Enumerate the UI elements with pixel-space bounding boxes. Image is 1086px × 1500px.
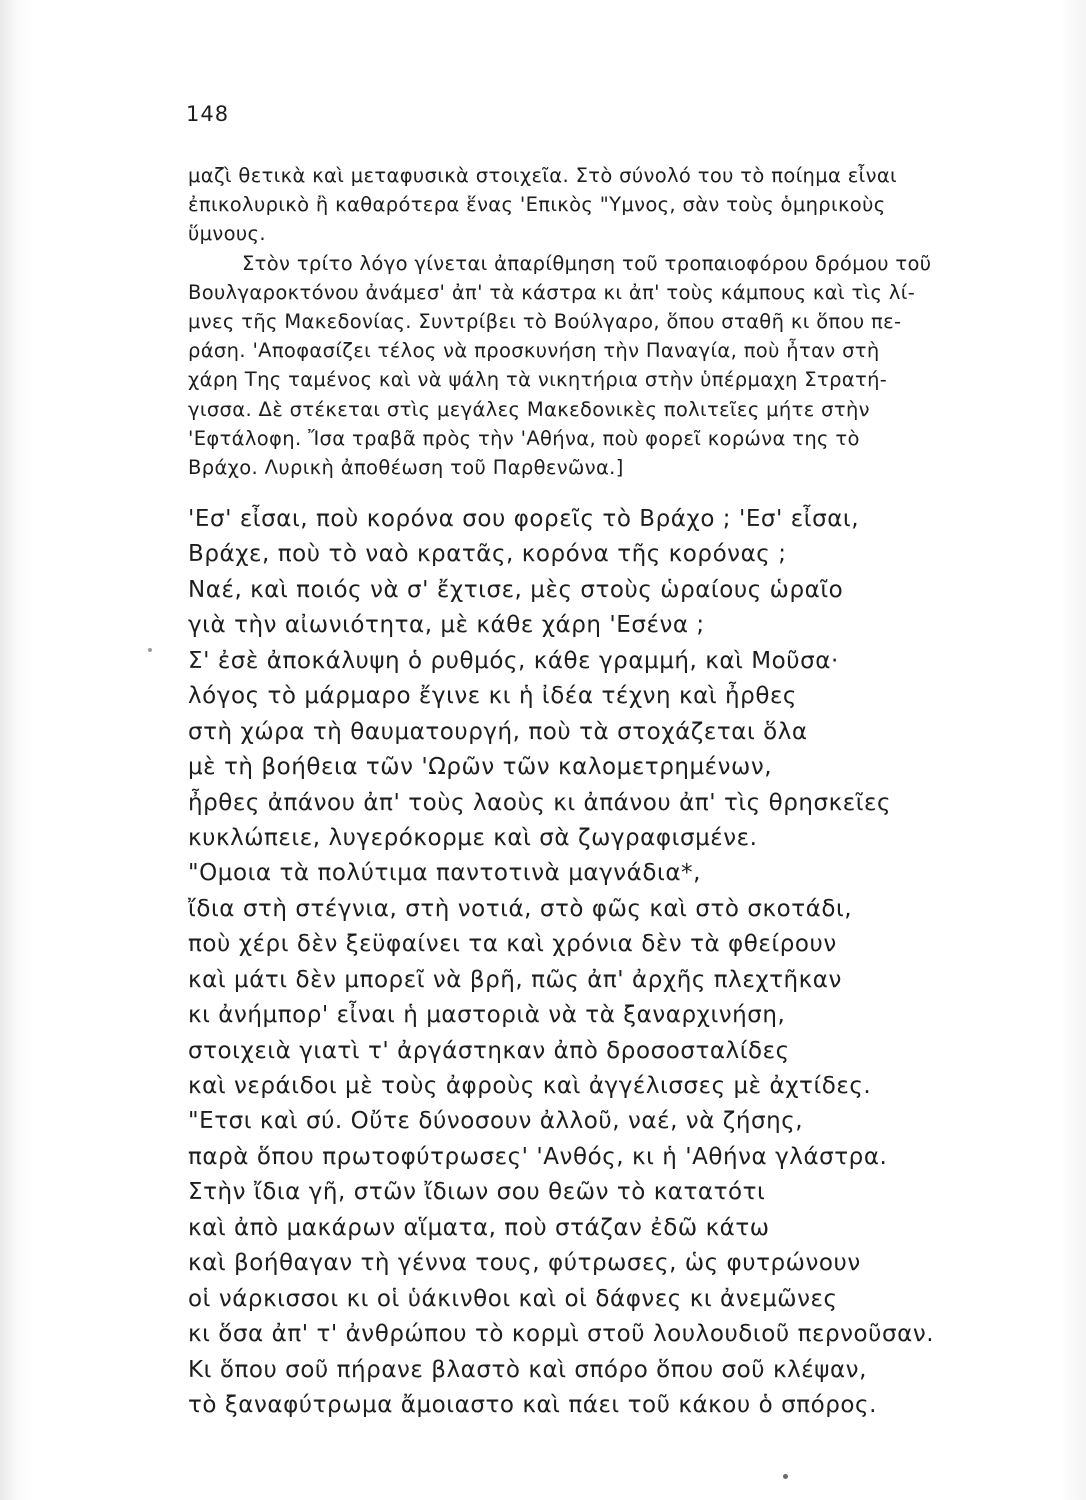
poem-line: ποὺ χέρι δὲν ξεϋφαίνει τα καὶ χρόνια δὲν τὰ φθείρουν <box>188 931 837 958</box>
poem-line: Στὴν ἴδια γῆ, στῶν ἴδιων σου θεῶν τὸ κατατότι <box>188 1179 766 1206</box>
prose-line: ἐπικολυρικὸ ἢ καθαρότερα ἕνας 'Επικὸς "Υμνος, σὰν τοὺς ὁμηρικοὺς <box>188 193 886 217</box>
prose-line: μνες τῆς Μακεδονίας. Συντρίβει τὸ Βούλγαρο, ὅπου σταθῆ κι ὅπου πε- <box>188 309 902 333</box>
poem-line: παρὰ ὅπου πρωτοφύτρωσες' 'Ανθός, κι ἡ 'Αθήνα γλάστρα. <box>188 1143 888 1170</box>
prose-line: χάρη Της ταμένος καὶ νὰ ψάλη τὰ νικητήρια στὴν ὑπέρμαχη Στρατή- <box>188 368 888 392</box>
prose-line: ὕμνους. <box>188 222 266 246</box>
poem-line: λόγος τὸ μάρμαρο ἔγινε κι ἡ ἰδέα τέχνη καὶ ἦρθες <box>188 683 797 710</box>
poem-line: καὶ νεράιδοι μὲ τοὺς ἀφροὺς καὶ ἀγγέλισσες μὲ ἀχτίδες. <box>188 1073 872 1099</box>
poem-line: "Ομοια τὰ πολύτιμα παντοτινὰ μαγνάδια*, <box>188 860 701 887</box>
prose-line: μαζὶ θετικὰ καὶ μεταφυσικὰ στοιχεῖα. Στὸ σύνολό του τὸ ποίημα εἶναι <box>188 164 897 187</box>
poem-line: στοιχειὰ γιατὶ τ' ἀργάστηκαν ἀπὸ δροσοσταλίδες <box>188 1037 790 1064</box>
poem-line: κυκλώπειε, λυγερόκορμε καὶ σὰ ζωγραφισμένε. <box>188 824 758 851</box>
poem-line: Ναέ, καὶ ποιός νὰ σ' ἔχτισε, μὲς στοὺς ὡραίους ὡραῖο <box>188 576 844 603</box>
ink-speck <box>148 648 152 652</box>
page-number: 148 <box>186 102 230 126</box>
poem-line: γιὰ τὴν αἰωνιότητα, μὲ κάθε χάρη 'Εσένα ; <box>188 612 705 639</box>
prose-line: 'Εφτάλοφη. Ἴσα τραβᾶ πρὸς τὴν 'Αθήνα, ποὺ φορεῖ κορώνα της τὸ <box>188 426 860 450</box>
prose-line: Βράχο. Λυρικὴ ἀποθέωση τοῦ Παρθενῶνα.] <box>188 455 624 479</box>
prose-line: Βουλγαροκτόνου ἀνάμεσ' ἀπ' τὰ κάστρα κι ἀπ' τοὺς κάμπους καὶ τὶς λί- <box>188 280 916 304</box>
poem-line: κι ἀνήμπορ' εἶναι ἡ μαστοριὰ νὰ τὰ ξαναρχινήση, <box>188 1002 786 1029</box>
poem-line: 'Εσ' εἶσαι, ποὺ κορόνα σου φορεῖς τὸ Βράχο ; 'Εσ' εἶσαι, <box>188 506 860 532</box>
poem-line: ἴδια στὴ στέγνια, στὴ νοτιά, στὸ φῶς καὶ στὸ σκοτάδι, <box>188 895 853 922</box>
prose-line: γισσα. Δὲ στέκεται στὶς μεγάλες Μακεδονικὲς πολιτεῖες μήτε στὴν <box>188 397 870 421</box>
poem-text <box>188 502 1018 1423</box>
poem-line: κι ὅσα ἀπ' τ' ἀνθρώπου τὸ κορμὶ στοῦ λουλουδιοῦ περνοῦσαν. <box>188 1321 935 1348</box>
commentary-paragraph <box>188 161 1006 482</box>
poem-line: οἱ νάρκισσοι κι οἱ ὑάκινθοι καὶ οἱ δάφνες κι ἀνεμῶνες <box>188 1285 838 1312</box>
poem-line: Σ' ἐσὲ ἀποκάλυψη ὁ ρυθμός, κάθε γραμμή, καὶ Μοῦσα· <box>188 647 839 674</box>
poem-line: τὸ ξαναφύτρωμα ἄμοιαστο καὶ πάει τοῦ κάκου ὁ σπόρος. <box>188 1391 877 1418</box>
poem-line: "Ετσι καὶ σύ. Οὔτε δύνοσουν ἀλλοῦ, ναέ, νὰ ζήσης, <box>188 1108 804 1135</box>
poem-line: Κι ὅπου σοῦ πήρανε βλαστὸ καὶ σπόρο ὅπου σοῦ κλέψαν, <box>188 1356 867 1383</box>
poem-line: καὶ βοήθαγαν τὴ γέννα τους, φύτρωσες, ὡς φυτρώνουν <box>188 1250 861 1277</box>
ink-speck <box>783 1474 788 1479</box>
prose-line: ράση. 'Αποφασίζει τέλος νὰ προσκυνήση τὴν Παναγία, ποὺ ἦταν στὴ <box>188 339 880 363</box>
poem-line: μὲ τὴ βοήθεια τῶν 'Ωρῶν τῶν καλομετρημένων, <box>188 754 773 781</box>
poem-line: καὶ ἀπὸ μακάρων αἵματα, ποὺ στάζαν ἐδῶ κάτω <box>188 1214 770 1241</box>
poem-line: στὴ χώρα τὴ θαυματουργή, ποὺ τὰ στοχάζεται ὅλα <box>188 718 808 745</box>
prose-line: Στὸν τρίτο λόγο γίνεται ἀπαρίθμηση τοῦ τροπαιοφόρου δρόμου τοῦ <box>242 251 932 275</box>
poem-line: καὶ μάτι δὲν μπορεῖ νὰ βρῆ, πῶς ἀπ' ἀρχῆς πλεχτῆκαν <box>188 966 842 993</box>
poem-line: ἦρθες ἀπάνου ἀπ' τοὺς λαοὺς κι ἀπάνου ἀπ' τὶς θρησκεῖες <box>188 789 892 816</box>
poem-line: Βράχε, ποὺ τὸ ναὸ κρατᾶς, κορόνα τῆς κορόνας ; <box>188 541 787 568</box>
